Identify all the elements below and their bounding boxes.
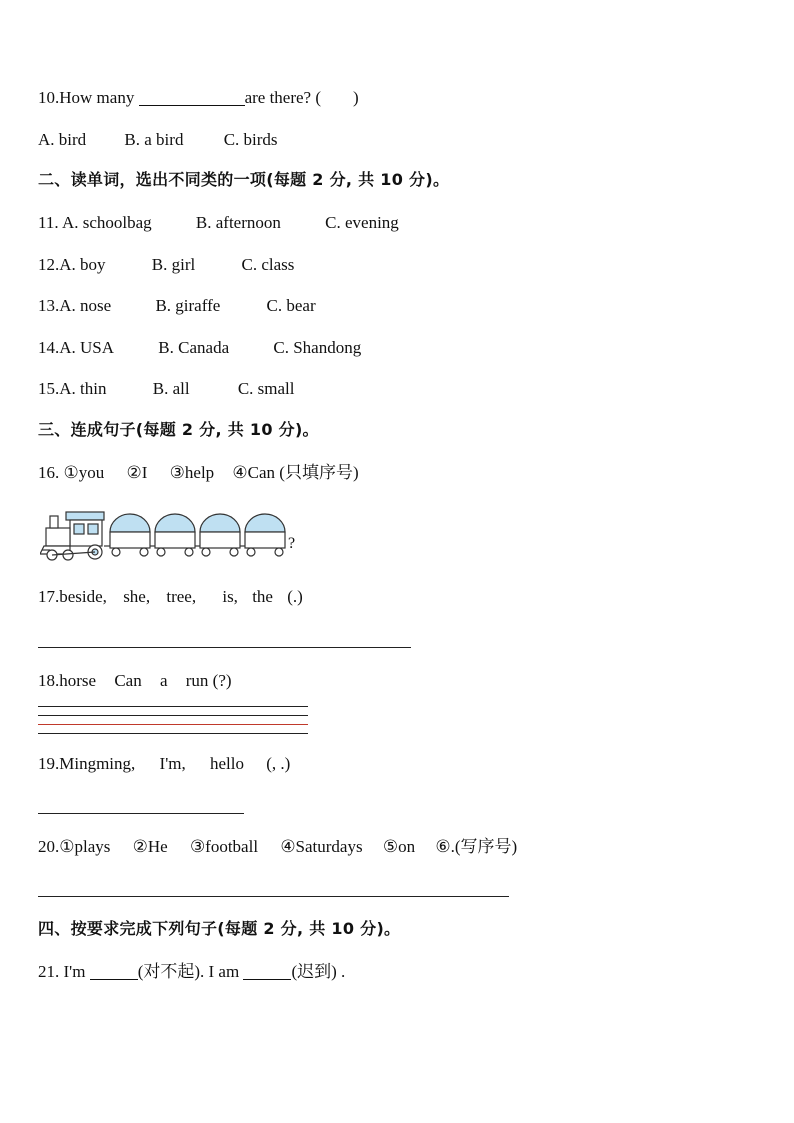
- q17-word-3: tree,: [166, 587, 197, 606]
- q15-num: 15.: [38, 379, 60, 398]
- question-16: [38, 463, 359, 483]
- q11-num: 11.: [38, 213, 59, 232]
- q16-word-1: ①you: [63, 463, 105, 482]
- section-2-title: 二、读单词，选出不同类的一项(每题 2 分, 共 10 分)。: [38, 170, 450, 189]
- question-13: [38, 296, 316, 316]
- train-car-4[interactable]: [240, 514, 285, 556]
- q14-option-b[interactable]: B. Canada: [158, 338, 230, 357]
- q11-option-a[interactable]: A. schoolbag: [61, 213, 152, 232]
- q20-word-4: ④Saturdays: [280, 837, 363, 856]
- q13-num: 13.: [38, 296, 60, 315]
- q10-options: [38, 130, 278, 150]
- q17-word-6: (.): [287, 587, 303, 606]
- q16-note: (只填序号): [279, 463, 359, 482]
- q20-word-2: ②He: [132, 837, 168, 856]
- q10-blank[interactable]: [139, 89, 245, 106]
- q14-num: 14.: [38, 338, 60, 357]
- q17-word-4: is,: [222, 587, 238, 606]
- section-4-title: 四、按要求完成下列句子(每题 2 分, 共 10 分)。: [38, 919, 401, 938]
- q20-answer-line[interactable]: [38, 896, 509, 897]
- question-15: [38, 379, 295, 399]
- locomotive-icon: [40, 512, 104, 560]
- train-car-2[interactable]: [150, 514, 195, 556]
- q17-word-1: beside,: [59, 587, 107, 606]
- question-19: [38, 754, 290, 774]
- q19-word-2: I'm,: [159, 754, 186, 773]
- q21-blank-2[interactable]: [243, 963, 291, 980]
- q16-num: 16.: [38, 463, 60, 482]
- q13-option-a[interactable]: A. nose: [59, 296, 112, 315]
- q10-option-a[interactable]: A. bird: [38, 130, 87, 149]
- q15-option-c[interactable]: C. small: [237, 379, 295, 398]
- q18-writing-lines[interactable]: [38, 706, 308, 742]
- q20-word-6: ⑥.: [435, 837, 455, 856]
- q19-word-3: hello: [210, 754, 244, 773]
- question-12: [38, 255, 294, 275]
- q20-note: (写序号): [454, 837, 518, 856]
- question-17: [38, 587, 303, 607]
- q11-option-c[interactable]: C. evening: [325, 213, 399, 232]
- q16-word-2: ②I: [126, 463, 148, 482]
- q19-word-4: (, .): [266, 754, 291, 773]
- q10-prefix: 10.How many: [38, 88, 135, 107]
- question-10: [38, 88, 359, 108]
- q19-word-1: Mingming,: [59, 754, 136, 773]
- q10-suffix: are there? (: [244, 88, 322, 107]
- train-car-3[interactable]: [195, 514, 240, 556]
- q18-num: 18.: [38, 671, 60, 690]
- q13-option-b[interactable]: B. giraffe: [155, 296, 221, 315]
- q21-num: 21.: [38, 962, 60, 981]
- q18-word-2: Can: [114, 671, 142, 690]
- q16-word-3: ③help: [169, 463, 215, 482]
- q12-option-a[interactable]: A. boy: [59, 255, 106, 274]
- question-11: [38, 213, 399, 233]
- q20-word-3: ③football: [189, 837, 259, 856]
- q19-answer-line[interactable]: [38, 813, 244, 814]
- question-20: [38, 837, 517, 857]
- q19-num: 19.: [38, 754, 60, 773]
- train-car-1[interactable]: [104, 514, 150, 556]
- q17-word-2: she,: [123, 587, 151, 606]
- q15-option-a[interactable]: A. thin: [59, 379, 107, 398]
- q11-option-b[interactable]: B. afternoon: [195, 213, 281, 232]
- q14-option-c[interactable]: C. Shandong: [273, 338, 362, 357]
- q21-blank-1[interactable]: [90, 963, 138, 980]
- q12-option-b[interactable]: B. girl: [151, 255, 196, 274]
- q17-answer-line[interactable]: [38, 647, 411, 648]
- q20-num: 20.: [38, 837, 60, 856]
- train-illustration: [40, 508, 302, 566]
- q21-hint-1: (对不起). I am: [137, 962, 240, 981]
- question-14: [38, 338, 361, 358]
- q21-part1: I'm: [63, 962, 86, 981]
- q10-option-b[interactable]: B. a bird: [124, 130, 184, 149]
- question-21: [38, 962, 345, 982]
- q17-num: 17.: [38, 587, 60, 606]
- q18-word-1: horse: [59, 671, 97, 690]
- q18-word-3: a: [159, 671, 168, 690]
- q13-option-c[interactable]: C. bear: [266, 296, 316, 315]
- q15-option-b[interactable]: B. all: [152, 379, 190, 398]
- question-18: [38, 671, 232, 691]
- q10-close: ): [353, 88, 359, 107]
- q10-option-c[interactable]: C. birds: [223, 130, 278, 149]
- q12-option-c[interactable]: C. class: [241, 255, 295, 274]
- q21-hint-2: (迟到) .: [291, 962, 346, 981]
- q14-option-a[interactable]: A. USA: [59, 338, 115, 357]
- q12-num: 12.: [38, 255, 60, 274]
- q16-word-4: ④Can: [232, 463, 276, 482]
- q20-word-1: ①plays: [59, 837, 111, 856]
- train-end-mark: ?: [288, 535, 296, 552]
- q20-word-5: ⑤on: [382, 837, 416, 856]
- q18-word-4: run (?): [185, 671, 232, 690]
- section-3-title: 三、连成句子(每题 2 分, 共 10 分)。: [38, 420, 319, 439]
- q17-word-5: the: [252, 587, 273, 606]
